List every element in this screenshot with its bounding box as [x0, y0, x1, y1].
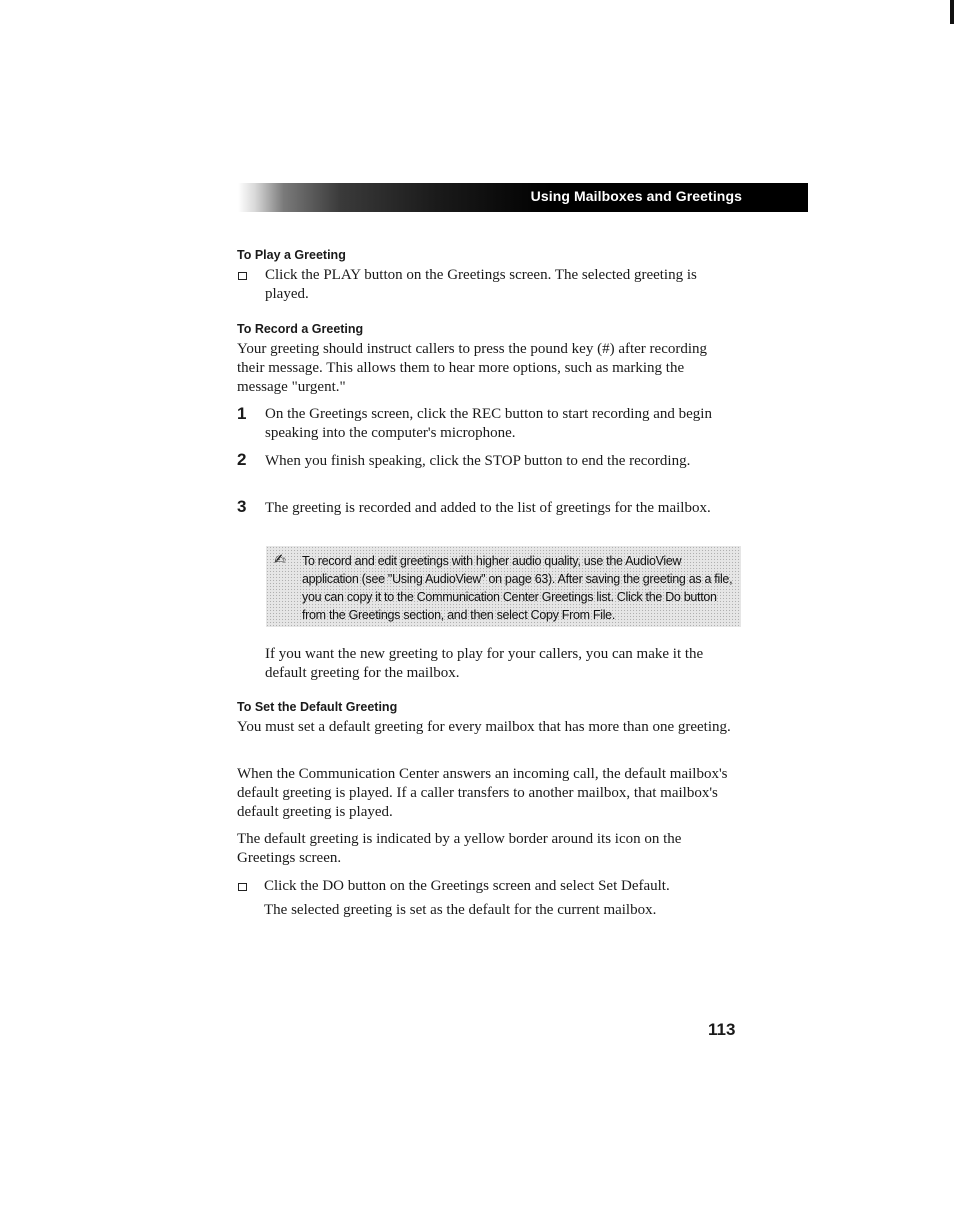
step-number-2: 2 [237, 450, 247, 469]
step-number-3: 3 [237, 497, 247, 516]
record-followup-text: If you want the new greeting to play for your callers, you can make it the default greeting for the mailbox. [265, 646, 704, 681]
note-box [266, 546, 741, 627]
record-step-1-text: On the Greetings screen, click the REC button to start recording and begin speaking into the computer's microphone. [265, 406, 712, 441]
step-number-1: 1 [237, 404, 247, 423]
section-header-title: Using Mailboxes and Greetings [530, 188, 742, 204]
default-para-3: The default greeting is indicated by a yellow border around its icon on the Greetings screen. [237, 831, 682, 866]
record-intro-text: Your greeting should instruct callers to press the pound key (#) after recording their message. This allows them to hear more options, such as marking the message "urgent." [237, 341, 708, 395]
note-pen-icon: ✍ [274, 552, 286, 568]
page-number: 113 [708, 1020, 736, 1039]
heading-play-greeting: To Play a Greeting [237, 248, 346, 262]
heading-set-default-greeting: To Set the Default Greeting [237, 700, 398, 714]
edge-mark [950, 0, 954, 24]
play-step-text: Click the PLAY button on the Greetings screen. The selected greeting is played. [265, 267, 697, 302]
default-para-1: You must set a default greeting for every mailbox that has more than one greeting. [237, 719, 731, 735]
section-header-bar [238, 183, 808, 212]
heading-record-greeting: To Record a Greeting [237, 322, 364, 336]
record-step-2-text: When you finish speaking, click the STOP button to end the recording. [265, 453, 691, 469]
note-text: To record and edit greetings with higher audio quality, use the AudioView application (see "Using AudioView" on page 63). After saving the greeting as a file, you can copy it to the Communication Center Greetings list. Click the Do button from the Greetings section, and then select Copy From File. [302, 554, 733, 622]
record-step-3-text: The greeting is recorded and added to the list of greetings for the mailbox. [265, 500, 711, 516]
checkbox-bullet-icon [238, 883, 247, 891]
default-result-text: The selected greeting is set as the default for the current mailbox. [264, 902, 657, 918]
default-step-text: Click the DO button on the Greetings screen and select Set Default. [264, 878, 670, 894]
checkbox-bullet-icon [238, 272, 247, 280]
default-para-2: When the Communication Center answers an incoming call, the default mailbox's default greeting is played. If a caller transfers to another mailbox, that mailbox's default greeting is played. [237, 766, 728, 820]
